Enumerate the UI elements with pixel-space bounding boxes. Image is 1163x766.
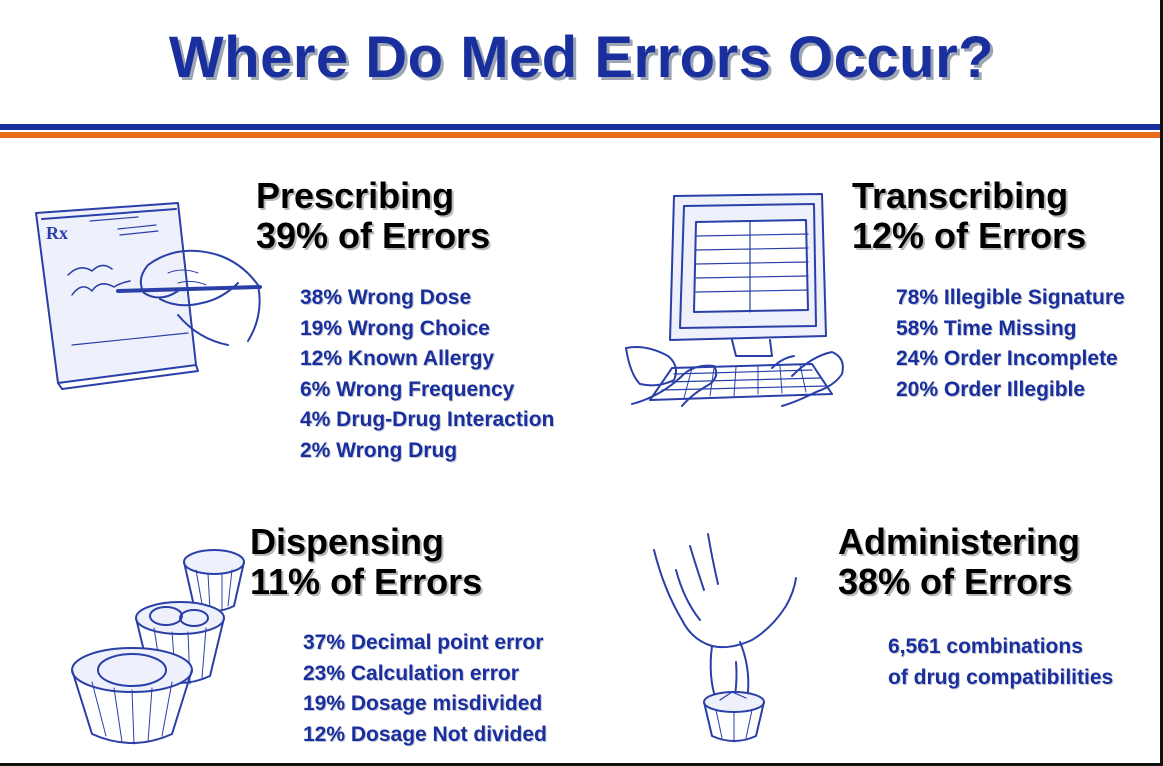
prescribing-list [300,283,554,466]
transcribing-title: Transcribing [852,175,1069,216]
list-item: 6,561 combinations [888,635,1083,658]
list-item: 19% Dosage misdivided [303,692,543,715]
list-item: 37% Decimal point error [303,631,544,654]
administering-list [888,632,1113,693]
list-item: 24% Order Incomplete [896,347,1118,370]
administering-share: 38% of Errors [838,561,1073,602]
dispensing-heading [250,522,482,602]
transcribing-heading [852,176,1086,256]
list-item: 4% Drug-Drug Interaction [300,408,555,431]
administering-title: Administering [838,521,1081,562]
prescribing-title: Prescribing [256,175,455,216]
list-item: 2% Wrong Drug [300,438,458,462]
transcribing-list [896,283,1125,405]
svg-text:Rx: Rx [46,223,68,243]
dispensing-list [303,628,547,750]
prescribing-heading [256,176,490,256]
dispensing-title: Dispensing [250,521,445,562]
prescription-hand-icon [28,195,268,395]
list-item: 6% Wrong Frequency [300,377,515,401]
administering-heading [838,522,1080,602]
hand-holding-cup-icon [650,530,800,750]
list-item: of drug compatibilities [888,665,1114,689]
pill-cups-icon [62,520,252,750]
list-item: 58% Time Missing [896,316,1077,340]
list-item: 12% Known Allergy [300,347,495,370]
list-item: 78% Illegible Signature [896,286,1125,309]
list-item: 19% Wrong Choice [300,316,490,340]
slide-title: Where Do Med Errors Occur? [168,25,995,90]
dispensing-share: 11% of Errors [250,561,483,602]
title-rule-orange [0,132,1160,138]
list-item: 23% Calculation error [303,661,519,685]
computer-keyboard-icon [622,188,850,412]
transcribing-share: 12% of Errors [852,215,1087,256]
list-item: 12% Dosage Not divided [303,722,547,746]
list-item: 38% Wrong Dose [300,286,472,309]
list-item: 20% Order Illegible [896,377,1086,401]
title-rule-blue [0,124,1160,130]
prescribing-share: 39% of Errors [256,215,491,256]
